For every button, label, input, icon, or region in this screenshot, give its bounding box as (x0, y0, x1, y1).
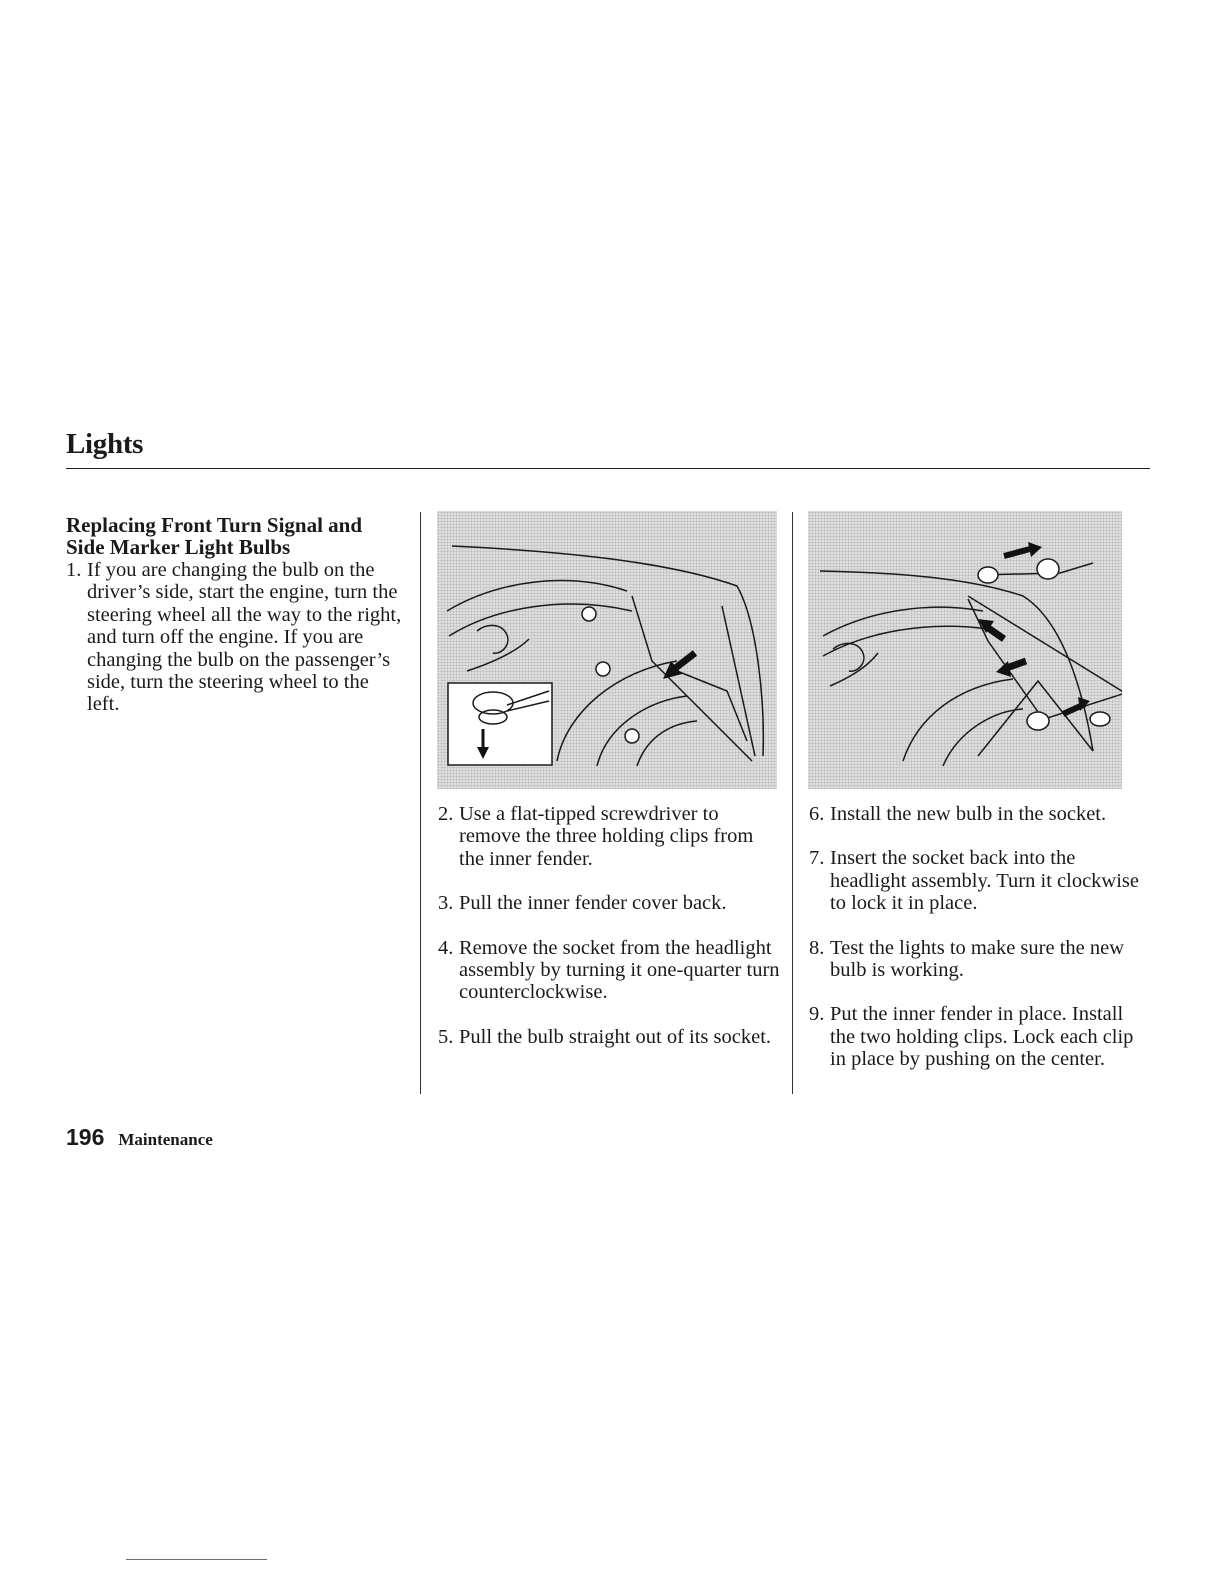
step-number: 9. (809, 1003, 825, 1026)
step-item (809, 1003, 1144, 1070)
step-number: 1. (66, 559, 82, 581)
holding-clip-icon (582, 607, 596, 621)
page-number: 196 (66, 1124, 105, 1150)
step-text: Pull the bulb straight out of its socket. (459, 1025, 772, 1048)
bulb-socket-illustration (808, 511, 1122, 789)
arrow-icon (663, 653, 695, 679)
step-text: Insert the socket back into the headlight assembly. Turn it clockwise to lock it in place. (830, 847, 1139, 915)
step-item (809, 803, 1144, 825)
socket-icon (978, 567, 998, 583)
step-item (438, 937, 783, 1004)
socket-icon (1027, 712, 1049, 730)
title-divider (66, 468, 1150, 469)
section-heading-line-2: Side Marker Light Bulbs (66, 535, 291, 559)
steps-list-left (66, 559, 406, 716)
step-number: 6. (809, 803, 825, 825)
step-item (809, 937, 1144, 982)
figure-bulb-socket (808, 511, 1122, 789)
column-divider-right (792, 512, 793, 1094)
step-item (438, 803, 783, 870)
step-text: Remove the socket from the headlight assembly by turning it one-quarter turn counterclockwise. (459, 936, 780, 1004)
step-number: 8. (809, 936, 825, 959)
bulb-icon (1037, 559, 1059, 579)
page-title: Lights (66, 428, 144, 460)
step-text: Test the lights to make sure the new bulb is working. (830, 936, 1125, 982)
section-heading (66, 514, 411, 558)
bulb-icon (1090, 712, 1110, 726)
footer-section-label: Maintenance (118, 1130, 213, 1149)
step-number: 4. (438, 936, 454, 959)
step-text: Install the new bulb in the socket. (830, 803, 1107, 825)
step-number: 2. (438, 803, 454, 825)
page-footer (66, 1124, 213, 1151)
step-item (438, 1026, 783, 1048)
step-text: Use a flat-tipped screwdriver to remove the three holding clips from the inner fender. (459, 803, 754, 870)
step-item (66, 559, 406, 716)
holding-clip-icon (625, 729, 639, 743)
section-heading-line-1: Replacing Front Turn Signal and (66, 513, 363, 537)
step-number: 7. (809, 847, 825, 870)
step-item (809, 847, 1144, 914)
step-text: Pull the inner fender cover back. (459, 892, 727, 915)
arrow-icon (1004, 542, 1042, 557)
fender-clips-illustration (437, 511, 777, 789)
step-number: 5. (438, 1025, 454, 1048)
holding-clip-icon (596, 662, 610, 676)
step-item (438, 892, 783, 914)
steps-list-right (809, 803, 1144, 1071)
step-number: 3. (438, 892, 454, 915)
column-divider-left (420, 512, 421, 1094)
step-text: If you are changing the bulb on the driver’s side, start the engine, turn the steering wheel all the way to the right, and turn off the engine. If you are changing the bulb on the passenger’s side, turn the steering wheel to the left. (87, 559, 402, 716)
steps-list-middle (438, 803, 783, 1048)
figure-fender-clips (437, 511, 777, 789)
link-underline (126, 1559, 267, 1560)
step-text: Put the inner fender in place. Install the two holding clips. Lock each clip in place by pushing on the center. (830, 1003, 1134, 1071)
